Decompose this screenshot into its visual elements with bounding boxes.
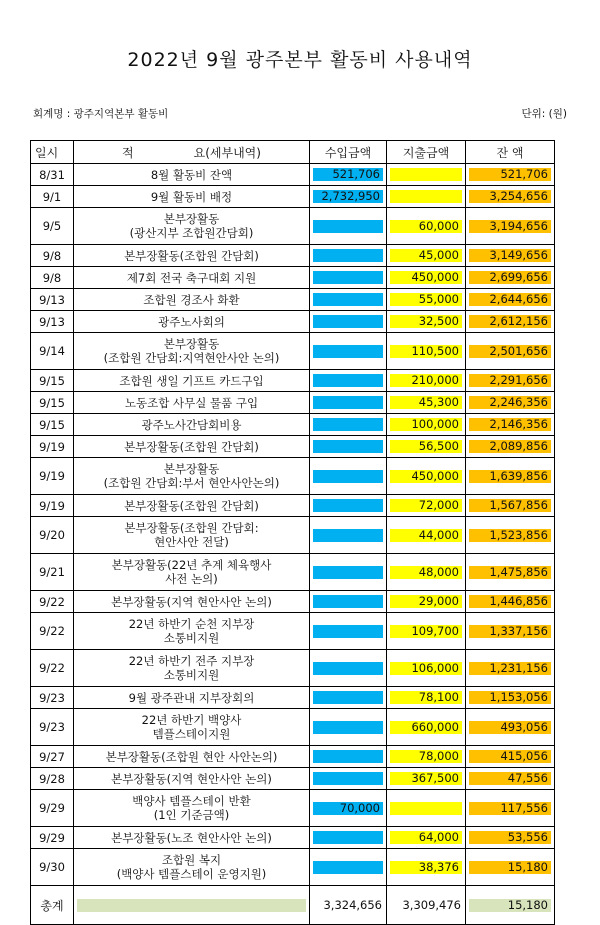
row-description bbox=[74, 186, 310, 208]
row-description bbox=[74, 650, 310, 687]
row-date: 9/15 bbox=[31, 414, 74, 436]
unit-label: 단위: (원) bbox=[521, 108, 567, 120]
row-date: 9/19 bbox=[31, 458, 74, 495]
row-description-line: 9월 광주관내 지부장회의 bbox=[128, 690, 255, 705]
row-income bbox=[313, 249, 383, 262]
table-row bbox=[31, 458, 555, 495]
table-row bbox=[31, 768, 555, 790]
row-income bbox=[313, 374, 383, 387]
table-row bbox=[31, 517, 555, 554]
row-balance: 2,291,656 bbox=[469, 374, 551, 387]
table-row bbox=[31, 245, 555, 267]
totals-expense: 3,309,476 bbox=[387, 886, 466, 925]
row-description-line: 조합원 생일 기프트 카드구입 bbox=[119, 373, 264, 388]
row-description bbox=[74, 267, 310, 289]
row-income-cell bbox=[310, 267, 387, 289]
row-income bbox=[313, 440, 383, 453]
table-row bbox=[31, 333, 555, 370]
row-income bbox=[313, 220, 383, 233]
row-description bbox=[74, 333, 310, 370]
row-balance: 1,231,156 bbox=[469, 662, 551, 675]
row-balance: 47,556 bbox=[469, 772, 551, 785]
row-income-cell bbox=[310, 849, 387, 886]
row-description-line: 조합원 복지 bbox=[161, 853, 222, 867]
row-description bbox=[74, 245, 310, 267]
row-date: 9/14 bbox=[31, 333, 74, 370]
row-description-line: (조합원 간담회:지역현안사안 논의) bbox=[103, 351, 280, 365]
row-description-line: 템플스테이지원 bbox=[152, 727, 231, 741]
row-income-cell bbox=[310, 827, 387, 849]
row-date: 9/22 bbox=[31, 613, 74, 650]
row-income bbox=[313, 566, 383, 579]
row-balance: 2,612,156 bbox=[469, 315, 551, 328]
row-date: 9/21 bbox=[31, 554, 74, 591]
row-income-cell bbox=[310, 186, 387, 208]
row-income bbox=[313, 861, 383, 874]
totals-income: 3,324,656 bbox=[310, 886, 387, 925]
row-balance: 2,699,656 bbox=[469, 271, 551, 284]
row-balance-cell bbox=[466, 709, 555, 746]
table-row bbox=[31, 746, 555, 768]
row-balance-cell bbox=[466, 333, 555, 370]
row-balance-cell bbox=[466, 458, 555, 495]
row-income bbox=[313, 691, 383, 704]
row-balance-cell bbox=[466, 392, 555, 414]
row-expense-cell bbox=[387, 208, 466, 245]
row-balance-cell bbox=[466, 495, 555, 517]
row-income-cell bbox=[310, 554, 387, 591]
row-balance: 2,501,656 bbox=[469, 345, 551, 358]
row-date: 9/22 bbox=[31, 591, 74, 613]
row-description-line: 사전 논의) bbox=[165, 572, 218, 586]
row-balance: 493,056 bbox=[469, 721, 551, 734]
row-balance: 1,475,856 bbox=[469, 566, 551, 579]
row-balance: 1,446,856 bbox=[469, 595, 551, 608]
row-balance-cell bbox=[466, 849, 555, 886]
header-row bbox=[31, 141, 555, 164]
row-balance-cell bbox=[466, 650, 555, 687]
header-desc-part: 요 bbox=[193, 145, 206, 160]
row-description-line: (광산지부 조합원간담회) bbox=[129, 226, 254, 240]
row-income bbox=[313, 315, 383, 328]
row-description bbox=[74, 311, 310, 333]
row-date: 9/13 bbox=[31, 311, 74, 333]
row-expense: 56,500 bbox=[390, 440, 462, 453]
row-income-cell bbox=[310, 495, 387, 517]
row-description-line: 22년 하반기 백양사 bbox=[141, 713, 242, 727]
row-expense-cell bbox=[387, 827, 466, 849]
row-date: 9/13 bbox=[31, 289, 74, 311]
row-balance: 415,056 bbox=[469, 750, 551, 763]
row-description-line: 현안사안 전달) bbox=[154, 535, 229, 549]
totals-label: 총계 bbox=[31, 886, 74, 925]
row-balance: 1,153,056 bbox=[469, 691, 551, 704]
row-balance-cell bbox=[466, 687, 555, 709]
table-row bbox=[31, 827, 555, 849]
row-expense-cell bbox=[387, 495, 466, 517]
row-balance: 53,556 bbox=[469, 831, 551, 844]
table-row bbox=[31, 849, 555, 886]
row-expense-cell bbox=[387, 746, 466, 768]
row-description-line: 광주노사간담회비용 bbox=[141, 417, 242, 432]
totals-balance-cell bbox=[466, 886, 555, 925]
row-balance: 15,180 bbox=[469, 861, 551, 874]
row-income-cell bbox=[310, 392, 387, 414]
table-row bbox=[31, 289, 555, 311]
header-desc-part: 적 bbox=[122, 145, 134, 160]
row-description-line: 22년 하반기 전주 지부장 bbox=[128, 654, 255, 668]
row-description-line: 소통비지원 bbox=[163, 631, 220, 645]
row-description-line: 백양사 템플스테이 반환 bbox=[132, 794, 251, 808]
row-expense-cell bbox=[387, 164, 466, 186]
row-balance-cell bbox=[466, 790, 555, 827]
row-expense-cell bbox=[387, 333, 466, 370]
row-description-line: 22년 하반기 순천 지부장 bbox=[128, 617, 255, 631]
row-income bbox=[313, 772, 383, 785]
row-balance: 3,254,656 bbox=[469, 190, 551, 203]
row-description bbox=[74, 517, 310, 554]
row-balance: 3,149,656 bbox=[469, 249, 551, 262]
row-expense: 64,000 bbox=[390, 831, 462, 844]
row-income-cell bbox=[310, 687, 387, 709]
row-expense: 44,000 bbox=[390, 529, 462, 542]
row-income bbox=[313, 271, 383, 284]
row-description-line: 노동조합 사무실 물품 구입 bbox=[124, 395, 259, 410]
header-description bbox=[74, 141, 310, 164]
row-balance: 1,567,856 bbox=[469, 499, 551, 512]
row-date: 9/8 bbox=[31, 267, 74, 289]
row-income-cell bbox=[310, 458, 387, 495]
row-income-cell bbox=[310, 414, 387, 436]
totals-desc-fill bbox=[77, 899, 306, 912]
row-balance: 2,644,656 bbox=[469, 293, 551, 306]
row-expense: 78,100 bbox=[390, 691, 462, 704]
row-expense: 32,500 bbox=[390, 315, 462, 328]
ledger-table bbox=[30, 140, 555, 925]
table-row bbox=[31, 208, 555, 245]
row-description bbox=[74, 554, 310, 591]
row-income bbox=[313, 418, 383, 431]
row-income: 521,706 bbox=[313, 168, 383, 181]
row-expense: 48,000 bbox=[390, 566, 462, 579]
row-income bbox=[313, 529, 383, 542]
row-balance: 3,194,656 bbox=[469, 220, 551, 233]
row-description-line: 8월 활동비 잔액 bbox=[150, 167, 233, 182]
table-row bbox=[31, 495, 555, 517]
row-description bbox=[74, 687, 310, 709]
row-description-line: 본부장활동(지역 현안사안 논의) bbox=[111, 594, 272, 609]
row-date: 9/23 bbox=[31, 687, 74, 709]
row-date: 9/23 bbox=[31, 709, 74, 746]
row-balance-cell bbox=[466, 370, 555, 392]
row-description-line: (1인 기준금액) bbox=[153, 808, 230, 822]
row-expense-cell bbox=[387, 790, 466, 827]
row-expense-cell bbox=[387, 458, 466, 495]
row-description-line: (조합원 간담회:부서 현안사안논의) bbox=[103, 476, 280, 490]
row-description bbox=[74, 392, 310, 414]
row-balance-cell bbox=[466, 613, 555, 650]
row-description-line: 본부장활동(22년 추계 체육행사 bbox=[111, 558, 272, 572]
row-income bbox=[313, 396, 383, 409]
row-balance: 2,246,356 bbox=[469, 396, 551, 409]
row-date: 9/29 bbox=[31, 790, 74, 827]
table-row bbox=[31, 650, 555, 687]
row-expense bbox=[390, 168, 462, 181]
row-expense-cell bbox=[387, 392, 466, 414]
row-expense-cell bbox=[387, 768, 466, 790]
row-income-cell bbox=[310, 768, 387, 790]
row-expense-cell bbox=[387, 414, 466, 436]
row-balance: 2,146,356 bbox=[469, 418, 551, 431]
row-description bbox=[74, 746, 310, 768]
row-income-cell bbox=[310, 650, 387, 687]
row-expense: 45,300 bbox=[390, 396, 462, 409]
row-date: 9/15 bbox=[31, 392, 74, 414]
row-expense: 45,000 bbox=[390, 249, 462, 262]
row-balance-cell bbox=[466, 517, 555, 554]
row-income-cell bbox=[310, 613, 387, 650]
row-description-line: 조합원 경조사 화환 bbox=[143, 292, 240, 307]
row-description bbox=[74, 164, 310, 186]
row-expense: 106,000 bbox=[390, 662, 462, 675]
row-balance-cell bbox=[466, 827, 555, 849]
table-row bbox=[31, 186, 555, 208]
row-description-line: 제7회 전국 축구대회 지원 bbox=[126, 270, 257, 285]
row-balance: 2,089,856 bbox=[469, 440, 551, 453]
totals-description bbox=[74, 886, 310, 925]
row-description bbox=[74, 591, 310, 613]
row-expense: 450,000 bbox=[390, 271, 462, 284]
row-balance-cell bbox=[466, 208, 555, 245]
row-income bbox=[313, 662, 383, 675]
row-income bbox=[313, 831, 383, 844]
row-balance-cell bbox=[466, 554, 555, 591]
table-row bbox=[31, 164, 555, 186]
row-expense-cell bbox=[387, 245, 466, 267]
row-expense: 55,000 bbox=[390, 293, 462, 306]
row-description-line: 본부장활동(조합원 간담회: bbox=[124, 521, 259, 535]
row-balance-cell bbox=[466, 414, 555, 436]
header-expense: 지출금액 bbox=[387, 141, 466, 164]
row-balance: 1,337,156 bbox=[469, 625, 551, 638]
row-expense-cell bbox=[387, 687, 466, 709]
row-description bbox=[74, 849, 310, 886]
row-date: 9/19 bbox=[31, 495, 74, 517]
row-date: 9/5 bbox=[31, 208, 74, 245]
row-income bbox=[313, 293, 383, 306]
row-date: 9/29 bbox=[31, 827, 74, 849]
row-balance: 1,639,856 bbox=[469, 470, 551, 483]
row-expense: 660,000 bbox=[390, 721, 462, 734]
table-row bbox=[31, 687, 555, 709]
row-income bbox=[313, 750, 383, 763]
row-income bbox=[313, 470, 383, 483]
ledger-body bbox=[31, 164, 555, 886]
row-expense-cell bbox=[387, 311, 466, 333]
table-row bbox=[31, 414, 555, 436]
row-balance-cell bbox=[466, 267, 555, 289]
row-balance-cell bbox=[466, 591, 555, 613]
row-income-cell bbox=[310, 289, 387, 311]
row-expense-cell bbox=[387, 289, 466, 311]
row-expense-cell bbox=[387, 370, 466, 392]
row-balance-cell bbox=[466, 164, 555, 186]
row-income bbox=[313, 345, 383, 358]
row-income: 70,000 bbox=[313, 802, 383, 815]
row-income bbox=[313, 499, 383, 512]
row-income-cell bbox=[310, 311, 387, 333]
row-expense bbox=[390, 802, 462, 815]
row-description-line: 본부장활동 bbox=[163, 337, 220, 351]
row-description-line: 광주노사회의 bbox=[158, 314, 225, 329]
row-date: 8/31 bbox=[31, 164, 74, 186]
account-name: 회계명 : 광주지역본부 활동비 bbox=[33, 108, 169, 120]
table-row bbox=[31, 613, 555, 650]
row-expense: 367,500 bbox=[390, 772, 462, 785]
row-description-line: 본부장활동(조합원 간담회) bbox=[124, 439, 259, 454]
row-expense-cell bbox=[387, 267, 466, 289]
header-date: 일시 bbox=[31, 141, 74, 164]
header-desc-part: (세부내역) bbox=[205, 145, 261, 160]
table-row bbox=[31, 436, 555, 458]
row-description bbox=[74, 768, 310, 790]
row-expense bbox=[390, 190, 462, 203]
row-description-line: 본부장활동(노조 현안사안 논의) bbox=[111, 830, 272, 845]
row-description bbox=[74, 370, 310, 392]
row-expense: 100,000 bbox=[390, 418, 462, 431]
row-income bbox=[313, 595, 383, 608]
row-income bbox=[313, 721, 383, 734]
row-date: 9/30 bbox=[31, 849, 74, 886]
row-income-cell bbox=[310, 436, 387, 458]
row-balance-cell bbox=[466, 311, 555, 333]
row-date: 9/28 bbox=[31, 768, 74, 790]
row-description-line: (백양사 템플스테이 운영지원) bbox=[116, 867, 267, 881]
totals-row bbox=[31, 886, 555, 925]
row-description-line: 본부장활동(지역 현안사안 논의) bbox=[111, 771, 272, 786]
row-income-cell bbox=[310, 208, 387, 245]
row-income-cell bbox=[310, 164, 387, 186]
row-description bbox=[74, 709, 310, 746]
row-expense: 210,000 bbox=[390, 374, 462, 387]
row-description bbox=[74, 458, 310, 495]
row-income: 2,732,950 bbox=[313, 190, 383, 203]
row-expense-cell bbox=[387, 613, 466, 650]
table-row bbox=[31, 267, 555, 289]
row-description bbox=[74, 414, 310, 436]
row-description bbox=[74, 289, 310, 311]
row-description bbox=[74, 495, 310, 517]
row-balance-cell bbox=[466, 245, 555, 267]
row-description bbox=[74, 827, 310, 849]
row-expense-cell bbox=[387, 517, 466, 554]
totals-balance: 15,180 bbox=[469, 899, 551, 912]
row-expense: 450,000 bbox=[390, 470, 462, 483]
row-date: 9/15 bbox=[31, 370, 74, 392]
row-expense-cell bbox=[387, 650, 466, 687]
row-description bbox=[74, 790, 310, 827]
row-income-cell bbox=[310, 245, 387, 267]
row-expense: 60,000 bbox=[390, 220, 462, 233]
table-row bbox=[31, 392, 555, 414]
header-income: 수입금액 bbox=[310, 141, 387, 164]
row-income-cell bbox=[310, 517, 387, 554]
row-expense-cell bbox=[387, 709, 466, 746]
header-balance: 잔 액 bbox=[466, 141, 555, 164]
row-balance-cell bbox=[466, 746, 555, 768]
row-income-cell bbox=[310, 709, 387, 746]
row-balance-cell bbox=[466, 186, 555, 208]
table-row bbox=[31, 370, 555, 392]
row-description bbox=[74, 208, 310, 245]
row-description-line: 소통비지원 bbox=[163, 668, 220, 682]
row-date: 9/8 bbox=[31, 245, 74, 267]
table-row bbox=[31, 591, 555, 613]
table-row bbox=[31, 709, 555, 746]
row-income-cell bbox=[310, 370, 387, 392]
table-row bbox=[31, 311, 555, 333]
row-expense: 72,000 bbox=[390, 499, 462, 512]
row-date: 9/22 bbox=[31, 650, 74, 687]
row-expense-cell bbox=[387, 849, 466, 886]
row-balance-cell bbox=[466, 289, 555, 311]
row-description-line: 본부장활동(조합원 간담회) bbox=[124, 248, 259, 263]
table-row bbox=[31, 790, 555, 827]
row-income-cell bbox=[310, 790, 387, 827]
row-expense: 29,000 bbox=[390, 595, 462, 608]
row-expense: 109,700 bbox=[390, 625, 462, 638]
page-title: 2022년 9월 광주본부 활동비 사용내역 bbox=[127, 49, 473, 71]
row-balance-cell bbox=[466, 436, 555, 458]
row-description-line: 본부장활동 bbox=[163, 212, 220, 226]
row-description-line: 본부장활동(조합원 간담회) bbox=[124, 498, 259, 513]
row-expense: 38,376 bbox=[390, 861, 462, 874]
row-income-cell bbox=[310, 333, 387, 370]
row-income bbox=[313, 625, 383, 638]
row-balance: 1,523,856 bbox=[469, 529, 551, 542]
row-description-line: 본부장활동 bbox=[163, 462, 220, 476]
row-description bbox=[74, 436, 310, 458]
row-income-cell bbox=[310, 746, 387, 768]
row-date: 9/1 bbox=[31, 186, 74, 208]
row-date: 9/27 bbox=[31, 746, 74, 768]
row-balance: 521,706 bbox=[469, 168, 551, 181]
row-income-cell bbox=[310, 591, 387, 613]
row-expense: 110,500 bbox=[390, 345, 462, 358]
row-expense-cell bbox=[387, 436, 466, 458]
row-balance-cell bbox=[466, 768, 555, 790]
row-expense-cell bbox=[387, 186, 466, 208]
row-expense: 78,000 bbox=[390, 750, 462, 763]
row-description-line: 9월 활동비 배정 bbox=[150, 189, 233, 204]
row-expense-cell bbox=[387, 591, 466, 613]
row-balance: 117,556 bbox=[469, 802, 551, 815]
table-row bbox=[31, 554, 555, 591]
row-description bbox=[74, 613, 310, 650]
row-date: 9/20 bbox=[31, 517, 74, 554]
row-expense-cell bbox=[387, 554, 466, 591]
row-description-line: 본부장활동(조합원 현안 사안논의) bbox=[105, 749, 278, 764]
row-date: 9/19 bbox=[31, 436, 74, 458]
